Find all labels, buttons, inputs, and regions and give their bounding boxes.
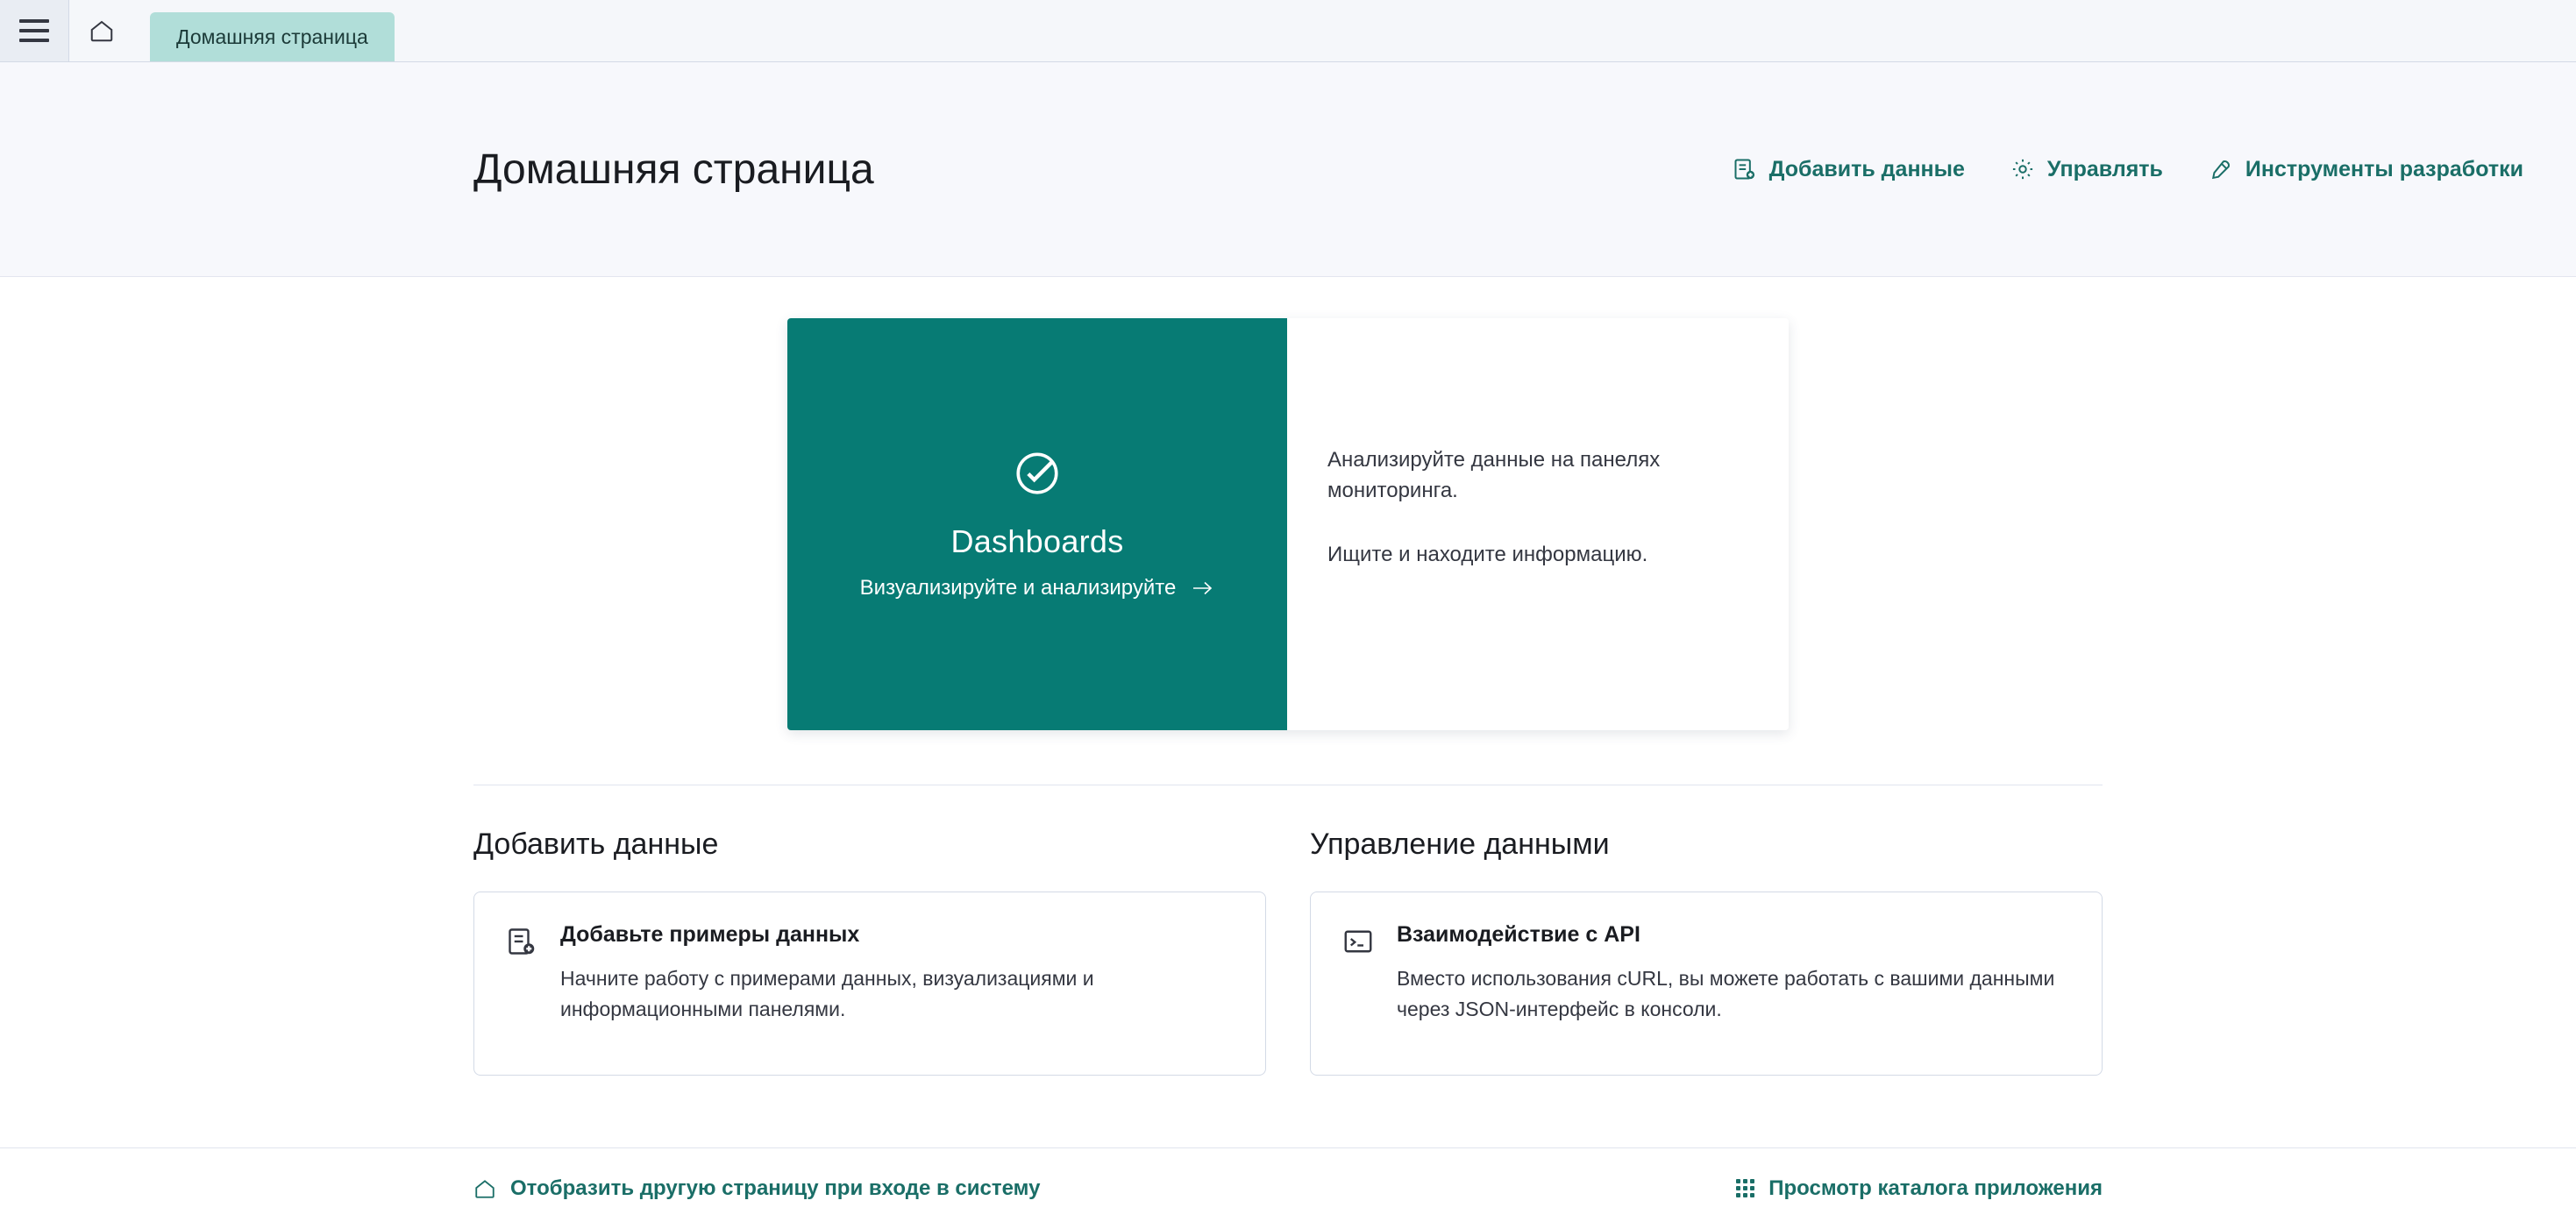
manage-button[interactable] [2010, 157, 2163, 182]
home-icon [89, 18, 115, 44]
tab-strip [134, 0, 395, 61]
page-title: Домашняя страница [473, 146, 874, 193]
add-data-button[interactable] [1733, 157, 1965, 182]
api-console-title: Взаимодействие с API [1397, 922, 1640, 947]
page-header [0, 62, 2576, 277]
hamburger-menu-button[interactable] [0, 0, 69, 61]
content-columns [0, 785, 2576, 1076]
manage-label: Управлять [2046, 156, 2163, 181]
hamburger-menu-icon [19, 19, 49, 42]
hero-section [0, 277, 2576, 730]
api-console-text: Вместо использования cURL, вы можете работать с вашими данными через JSON-интерфейс в консоли. [1397, 967, 2055, 1020]
sample-data-icon-wrap [506, 922, 537, 1043]
sample-data-text: Начните работу с примерами данных, визуализациями и информационными панелями. [560, 967, 1094, 1020]
column-manage-data [1310, 828, 2103, 1076]
sample-data-title: Добавьте примеры данных [560, 922, 860, 947]
hero-link-label: Визуализируйте и анализируйте [859, 576, 1177, 600]
home-icon [473, 1177, 496, 1200]
hero-paragraph-2: Ищите и находите информацию. [1327, 542, 1648, 566]
home-button[interactable] [69, 0, 134, 61]
console-icon-wrap [1342, 922, 1374, 1043]
header-actions [1733, 157, 2523, 182]
dev-tools-icon [2209, 157, 2233, 181]
page-footer [0, 1147, 2576, 1228]
dev-tools-label: Инструменты разработки [2245, 156, 2523, 181]
change-home-page-link[interactable] [473, 1176, 1040, 1201]
column-add-data [473, 828, 1266, 1076]
sample-data-content [560, 922, 1234, 1043]
add-data-label: Добавить данные [1768, 156, 1965, 181]
hero-paragraph-1: Анализируйте данные на панелях мониторинга. [1327, 448, 1661, 502]
grid-apps-icon [1736, 1179, 1754, 1197]
manage-data-heading: Управление данными [1310, 828, 1610, 861]
sample-data-icon [506, 926, 537, 957]
hero-link[interactable] [860, 576, 1215, 600]
api-console-content [1397, 922, 2070, 1043]
gear-icon [2010, 157, 2035, 181]
add-data-icon [1733, 157, 1757, 181]
app-directory-label: Просмотр каталога приложения [1768, 1176, 2103, 1200]
change-home-page-label: Отобразить другую страницу при входе в систему [510, 1176, 1041, 1200]
tab-home[interactable] [150, 12, 395, 61]
dashboards-hero-card [787, 318, 1789, 730]
add-data-heading: Добавить данные [473, 828, 719, 861]
arrow-right-icon [1192, 579, 1214, 597]
sample-data-panel[interactable] [473, 892, 1266, 1076]
top-navigation-bar [0, 0, 2576, 62]
console-icon [1342, 926, 1374, 957]
dev-tools-button[interactable] [2209, 157, 2523, 182]
app-directory-link[interactable] [1736, 1176, 2103, 1201]
api-console-panel[interactable] [1310, 892, 2103, 1076]
page-body [0, 277, 2576, 1228]
hero-description [1287, 318, 1789, 730]
dashboards-hero-cta[interactable] [787, 318, 1287, 730]
hero-title: Dashboards [950, 523, 1124, 559]
tab-home-label: Домашняя страница [176, 25, 368, 48]
check-circle-icon [1012, 448, 1063, 499]
